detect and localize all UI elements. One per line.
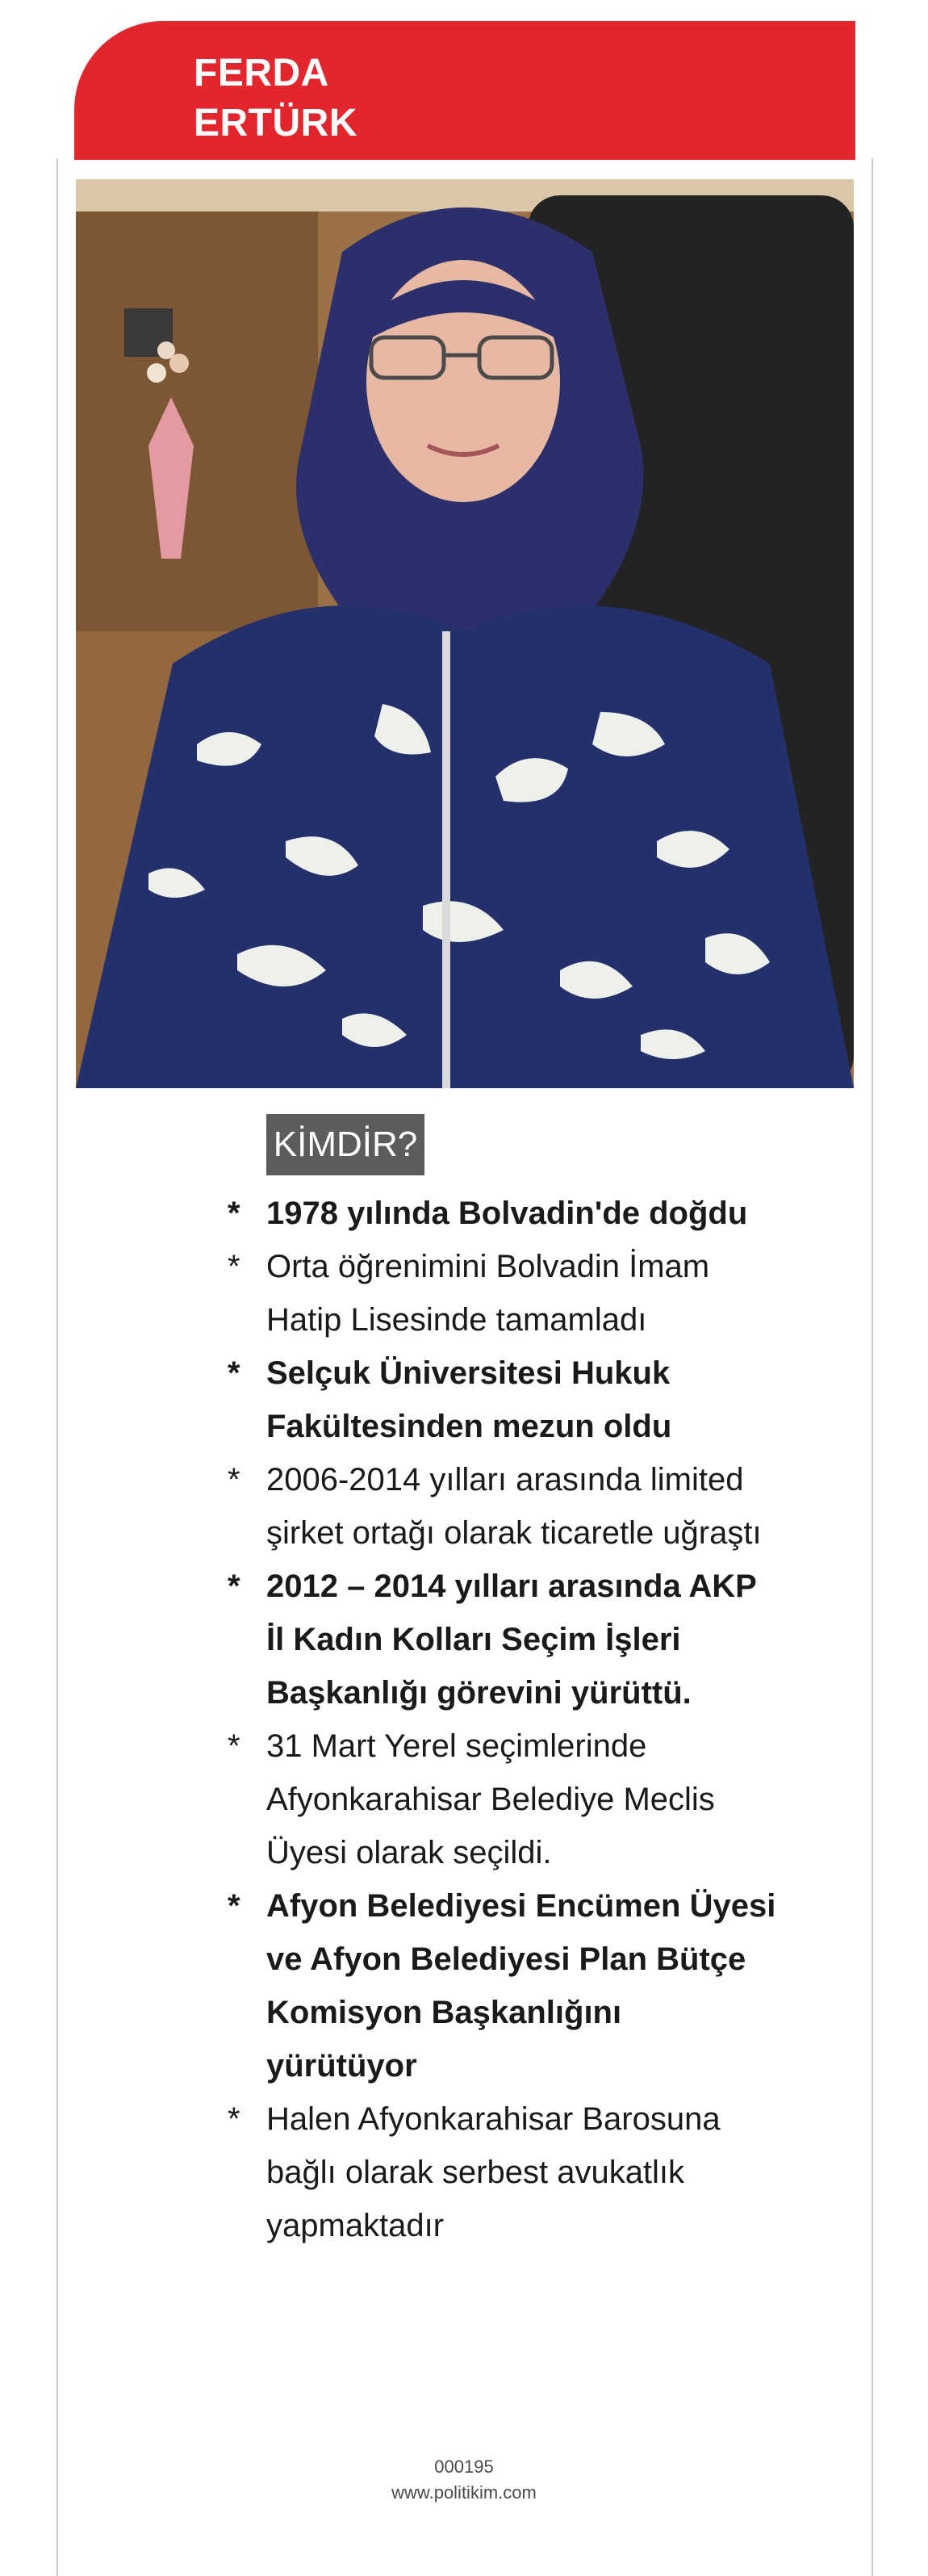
bullet-asterisk: *: [228, 1569, 240, 1604]
bio-item: [228, 1240, 776, 1347]
bullet-asterisk: *: [228, 1196, 240, 1231]
bullet-asterisk: *: [228, 1462, 240, 1497]
bio-item: [228, 1453, 776, 1560]
bio-item-text: Afyon Belediyesi Encümen Üyesi ve Afyon Belediyesi Plan Bütçe Komisyon Başkanlığını yürütüyor: [266, 1888, 776, 2084]
bio-item-text: Selçuk Üniversitesi Hukuk Fakültesinden mezun oldu: [266, 1355, 672, 1444]
person-name: [194, 48, 357, 149]
section-heading-who: KİMDİR?: [266, 1114, 424, 1175]
bullet-asterisk: *: [228, 1728, 240, 1764]
bio-item: [228, 1879, 776, 2092]
bio-item-text: 2012 – 2014 yılları arasında AKP İl Kadın Kolları Seçim İşleri Başkanlığı görevini yürüttü.: [266, 1569, 757, 1711]
bio-item: [228, 1719, 776, 1879]
bullet-asterisk: *: [228, 1249, 240, 1284]
portrait-illustration: [76, 179, 854, 1088]
name-line-last: ERTÜRK: [194, 102, 357, 145]
footer-code: 000195: [434, 2457, 494, 2477]
bio-item-text: Orta öğrenimini Bolvadin İmam Hatip Lisesinde tamamladı: [266, 1249, 710, 1338]
name-line-first: FERDA: [194, 52, 329, 94]
bio-item-text: 2006-2014 yılları arasında limited şirket ortağı olarak ticaretle uğraştı: [266, 1462, 762, 1551]
bio-item: [228, 2092, 776, 2252]
bio-item: [228, 1347, 776, 1453]
bullet-asterisk: *: [228, 2101, 240, 2137]
bullet-asterisk: *: [228, 1355, 240, 1391]
bullet-asterisk: *: [228, 1888, 240, 1924]
bio-item-text: 31 Mart Yerel seçimlerinde Afyonkarahisar Belediye Meclis Üyesi olarak seçildi.: [266, 1728, 715, 1870]
bio-item: [228, 1560, 776, 1719]
bio-item-text: Halen Afyonkarahisar Barosuna bağlı olarak serbest avukatlık yapmaktadır: [266, 2101, 721, 2243]
name-banner: [74, 21, 855, 160]
bio-item-text: 1978 yılında Bolvadin'de doğdu: [266, 1196, 748, 1231]
biography-list: [228, 1187, 776, 2252]
bio-item: [228, 1187, 776, 1240]
footer-url: www.politikim.com: [391, 2482, 537, 2503]
portrait-photo: [76, 179, 854, 1088]
page-footer: [0, 2454, 928, 2506]
